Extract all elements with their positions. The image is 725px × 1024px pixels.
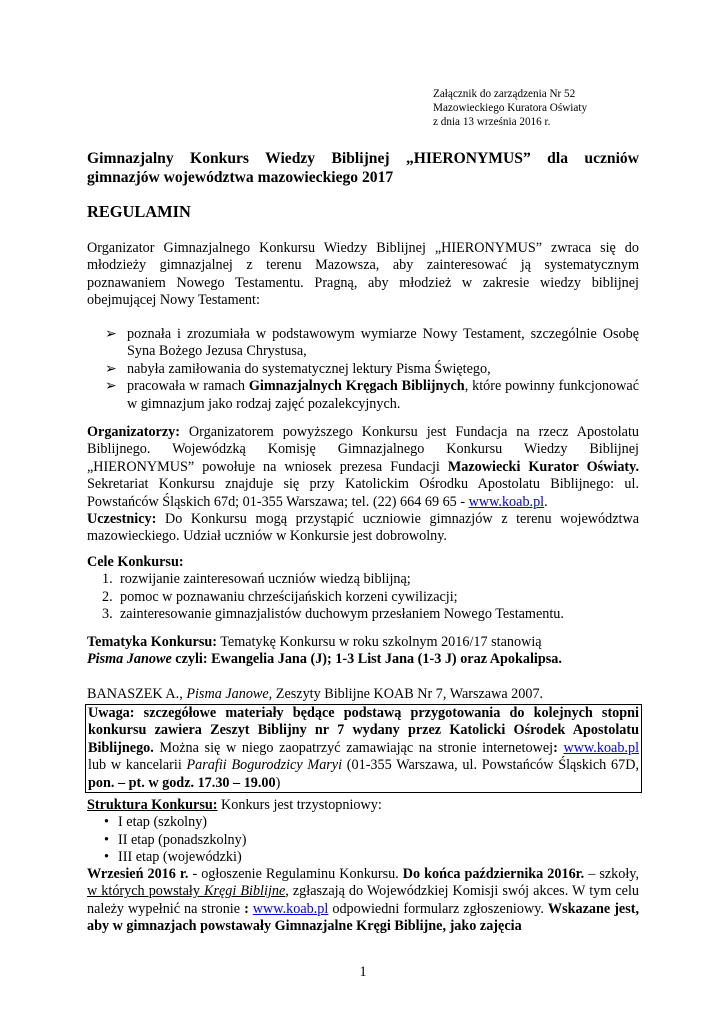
schedule-paragraph: Wrzesień 2016 r. - ogłoszenie Regulaminu Konkursu. Do końca października 2016r. – szkoły, w których powstały Kręgi Biblijne, zgłaszają do Wojewódzkiej Komisji swój akces. W tym celu należy wypełnić na stronie : www.koab.pl odpowiedni formularz zgłoszeniowy. Wskazane jest, aby w gimnazjach powstawały Gimnazjalne Kręgi Biblijne, jako zajęcia xyxy=(87,866,640,935)
koab-link[interactable]: www.koab.pl xyxy=(468,493,545,510)
goals-section xyxy=(87,554,639,624)
list-item: ➢ poznała i zrozumiała w podstawowym wymiarze Nowy Testament, szczególnie Osobę Syna Bożego Jezusa Chrystusa, xyxy=(105,326,639,360)
arrow-bullet-icon: ➢ xyxy=(105,326,117,342)
participants-paragraph: Uczestnicy: Do Konkursu mogą przystąpić uczniowie gimnazjów z terenu województwa mazowieckiego. Udział uczniów w Konkursie jest dobrowolny. xyxy=(87,511,639,545)
bullet-icon: • xyxy=(104,831,109,848)
organizers-label: Organizatorzy: xyxy=(87,424,180,440)
list-item: • I etap (szkolny) xyxy=(104,814,208,831)
goals-label: Cele Konkursu: xyxy=(87,554,184,570)
annex-line: Mazowieckiego Kuratora Oświaty xyxy=(433,102,588,114)
koab-link[interactable]: www.koab.pl xyxy=(563,739,640,756)
list-item: • III etap (wojewódzki) xyxy=(104,849,242,866)
list-item: • II etap (ponadszkolny) xyxy=(104,831,247,848)
intro-text: Organizator Gimnazjalnego Konkursu Wiedzy Biblijnej „HIERONYMUS” zwraca się do młodzieży gimnazjalnej z terenu Mazowsza, aby zainteresować ją systematycznym poznawaniem Nowego Testamentu. Pragną, aby młodzież w zakresie wiedzy biblijnej obejmującej Nowy Testament: xyxy=(87,240,639,309)
bullet-icon: • xyxy=(104,814,109,831)
intro-paragraph xyxy=(87,240,639,310)
topic-paragraph: Tematyka Konkursu: Tematykę Konkursu w roku szkolnym 2016/17 stanowią Pisma Janowe czyli: Ewangelia Jana (J); 1-3 List Jana (1-3 J) oraz Apokalipsa. xyxy=(87,634,562,668)
reference-line: BANASZEK A., Pisma Janowe, Zeszyty Biblijne KOAB Nr 7, Warszawa 2007. xyxy=(87,686,544,702)
structure-label: Struktura Konkursu: xyxy=(87,797,218,813)
notice-box: Uwaga: szczegółowe materiały będące podstawą przygotowania do kolejnych stopni konkursu zawiera Zeszyt Biblijny nr 7 wydany przez Katolicki Ośrodek Apostolatu Biblijnego. Można się w niego zaopatrzyć zamawiając na stronie internetowej: www.koab.pl lub w kancelarii Parafii Bogurodzicy Maryi (01-355 Warszawa, ul. Powstańców Śląskich 67D, pon. – pt. w godz. 17.30 – 19.00) xyxy=(85,704,642,793)
bullet-icon: • xyxy=(104,849,109,866)
list-item: ➢ pracowała w ramach Gimnazjalnych Kręgach Biblijnych, które powinny funkcjonować w gimnazjum jako rodzaj zajęć pozalekcyjnych. xyxy=(105,378,639,412)
regulamin-heading: REGULAMIN xyxy=(87,202,191,221)
aims-list xyxy=(87,326,639,413)
list-item: ➢ nabyła zamiłowania do systematycznej lektury Pisma Świętego, xyxy=(105,360,491,377)
participants-label: Uczestnicy: xyxy=(87,511,157,527)
page-number: 1 xyxy=(359,964,367,980)
list-item: 2. pomoc w poznawaniu chrześcijańskich korzeni cywilizacji; xyxy=(102,588,458,605)
organizers-paragraph: Organizatorzy: Organizatorem powyższego Konkursu jest Fundacja na rzecz Apostolatu Biblijnego. Wojewódzką Komisję Gimnazjalnego Konkursu Wiedzy Biblijnej „HIERONYMUS” powołuje na wniosek prezesa Fundacji Mazowiecki Kurator Oświaty. Sekretariat Konkursu znajduje się przy Katolickim Ośrodku Apostolatu Biblijnego: ul. Powstańców Śląskich 67d; 01-355 Warszawa; tel. (22) 664 69 65 - www.koab.pl. xyxy=(87,424,639,510)
koab-link[interactable]: www.koab.pl xyxy=(252,900,329,917)
document-title: Gimnazjalny Konkurs Wiedzy Biblijnej „HIERONYMUS” dla uczniów gimnazjów województwa mazowieckiego 2017 xyxy=(87,150,639,186)
topic-label: Tematyka Konkursu: xyxy=(87,634,217,650)
annex-note xyxy=(433,87,587,129)
list-item: 3. zainteresowanie gimnazjalistów duchowym przesłaniem Nowego Testamentu. xyxy=(102,606,564,623)
annex-line: Załącznik do zarządzenia Nr 52 xyxy=(433,88,576,100)
structure-section: Struktura Konkursu: Konkurs jest trzystopniowy: • I etap (szkolny) • II etap (ponadszkolny) • III etap (wojewódzki) xyxy=(87,797,639,867)
arrow-bullet-icon: ➢ xyxy=(105,378,117,395)
list-item: 1. rozwijanie zainteresowań uczniów wiedzą biblijną; xyxy=(102,571,411,588)
annex-line: z dnia 13 września 2016 r. xyxy=(433,116,551,128)
arrow-bullet-icon: ➢ xyxy=(105,360,117,377)
